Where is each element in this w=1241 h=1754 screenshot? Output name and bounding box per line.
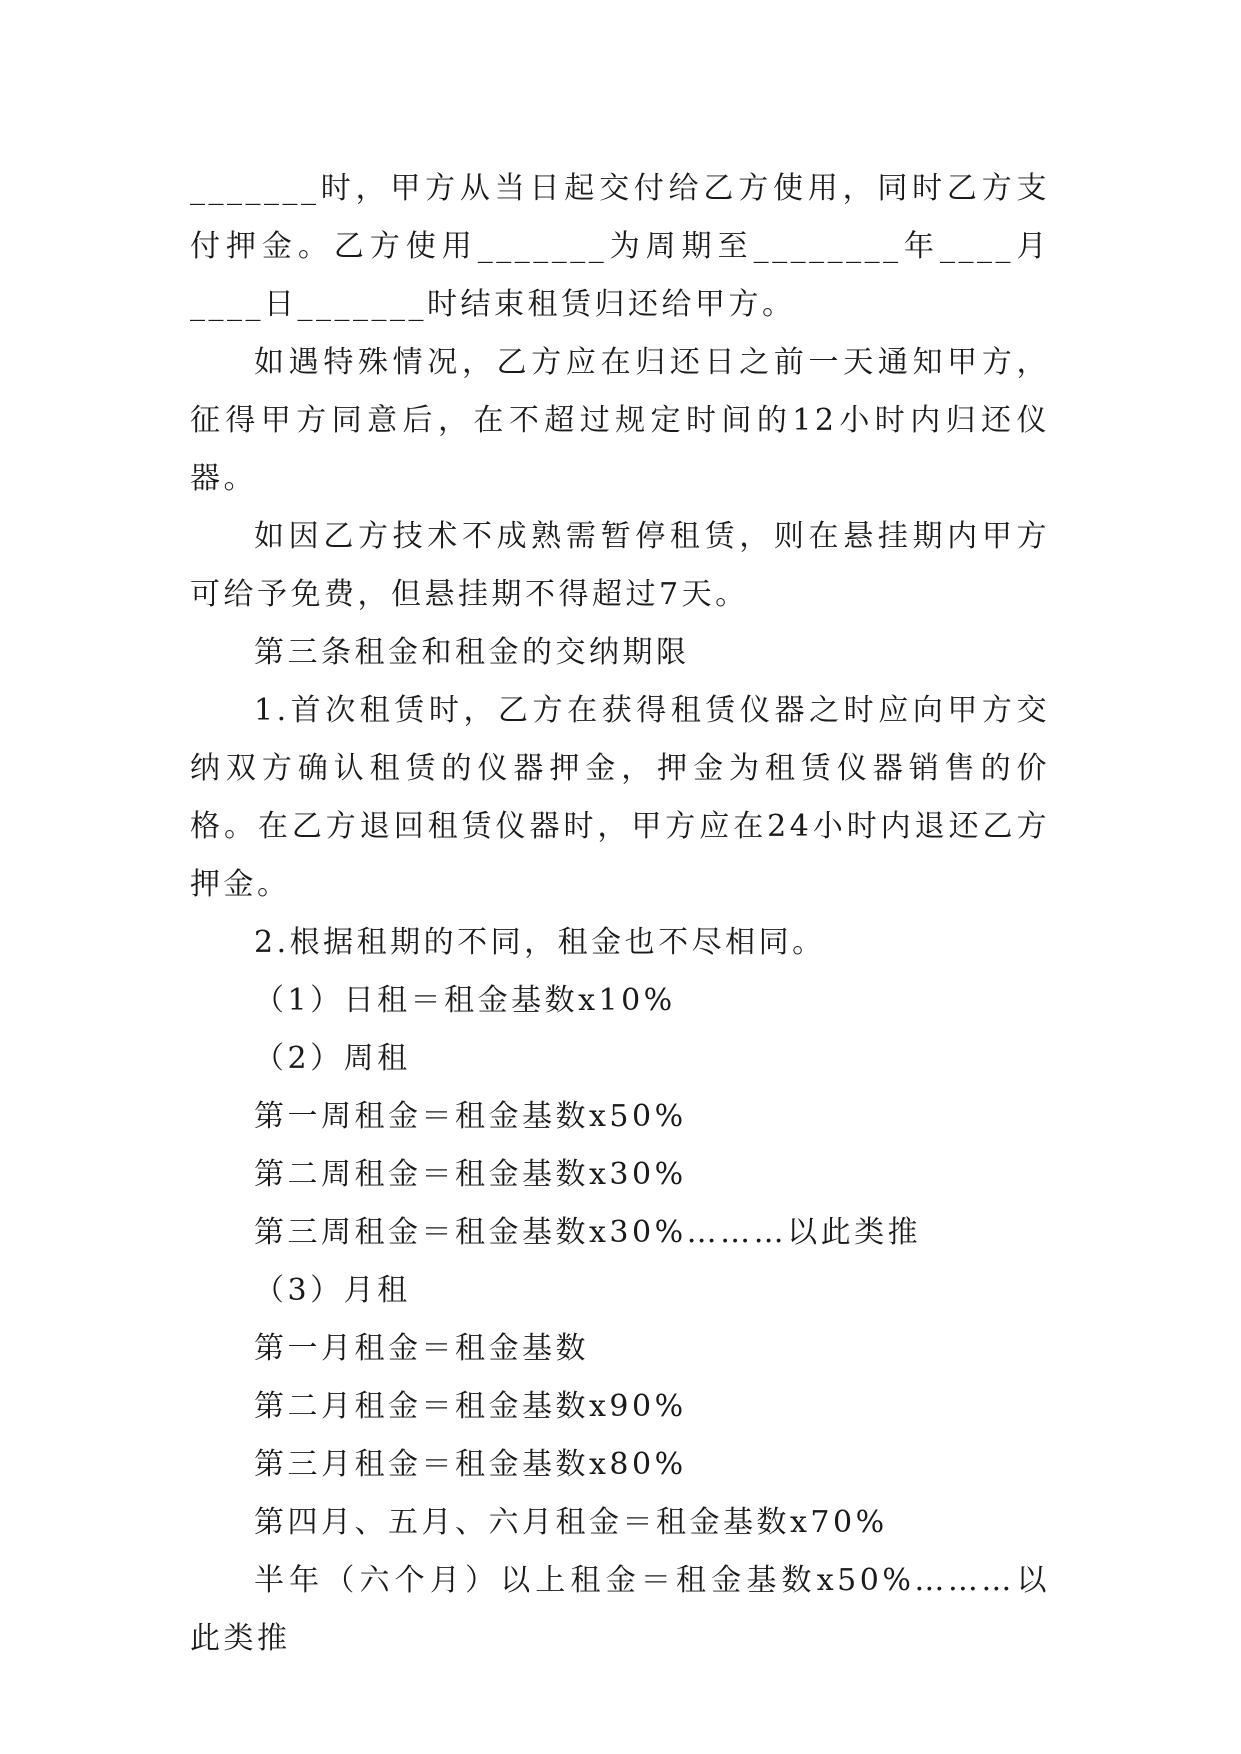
list-item-week-2: 第二周租金＝租金基数x30%	[254, 1157, 687, 1192]
paragraph-special-circumstances: 如遇特殊情况，乙方应在归还日之前一天通知甲方，征得甲方同意后，在不超过规定时间的12小时内归还仪器。	[190, 345, 1050, 496]
paragraph-suspension: 如因乙方技术不成熟需暂停租赁，则在悬挂期内甲方可给予免费，但悬挂期不得超过7天。	[190, 519, 1050, 612]
list-item-daily-rent: （1）日租＝租金基数x10%	[254, 983, 676, 1018]
section-heading-article-3: 第三条租金和租金的交纳期限	[254, 635, 690, 670]
list-item-month-3: 第三月租金＝租金基数x80%	[254, 1447, 687, 1482]
list-item-month-4-6: 第四月、五月、六月租金＝租金基数x70%	[254, 1505, 888, 1540]
list-item-month-2: 第二月租金＝租金基数x90%	[254, 1389, 687, 1424]
list-item-weekly-rent: （2）周租	[254, 1041, 411, 1076]
document-body	[190, 160, 1050, 1668]
list-item-week-1: 第一周租金＝租金基数x50%	[254, 1099, 687, 1134]
paragraph-deposit: 1.首次租赁时，乙方在获得租赁仪器之时应向甲方交纳双方确认租赁的仪器押金，押金为租赁仪器销售的价格。在乙方退回租赁仪器时，甲方应在24小时内退还乙方押金。	[190, 693, 1050, 902]
list-item-half-year: 半年（六个月）以上租金＝租金基数x50%………以此类推	[190, 1563, 1050, 1656]
list-item-month-1: 第一月租金＝租金基数	[254, 1331, 589, 1366]
list-item-week-3: 第三周租金＝租金基数x30%………以此类推	[254, 1215, 922, 1250]
paragraph-lease-period: _______时，甲方从当日起交付给乙方使用，同时乙方支付押金。乙方使用_______为周期至________年____月____日_______时结束租赁归还给甲方。	[190, 171, 1050, 322]
list-item-monthly-rent: （3）月租	[254, 1273, 411, 1308]
paragraph-rent-varies: 2.根据租期的不同，租金也不尽相同。	[254, 925, 826, 960]
